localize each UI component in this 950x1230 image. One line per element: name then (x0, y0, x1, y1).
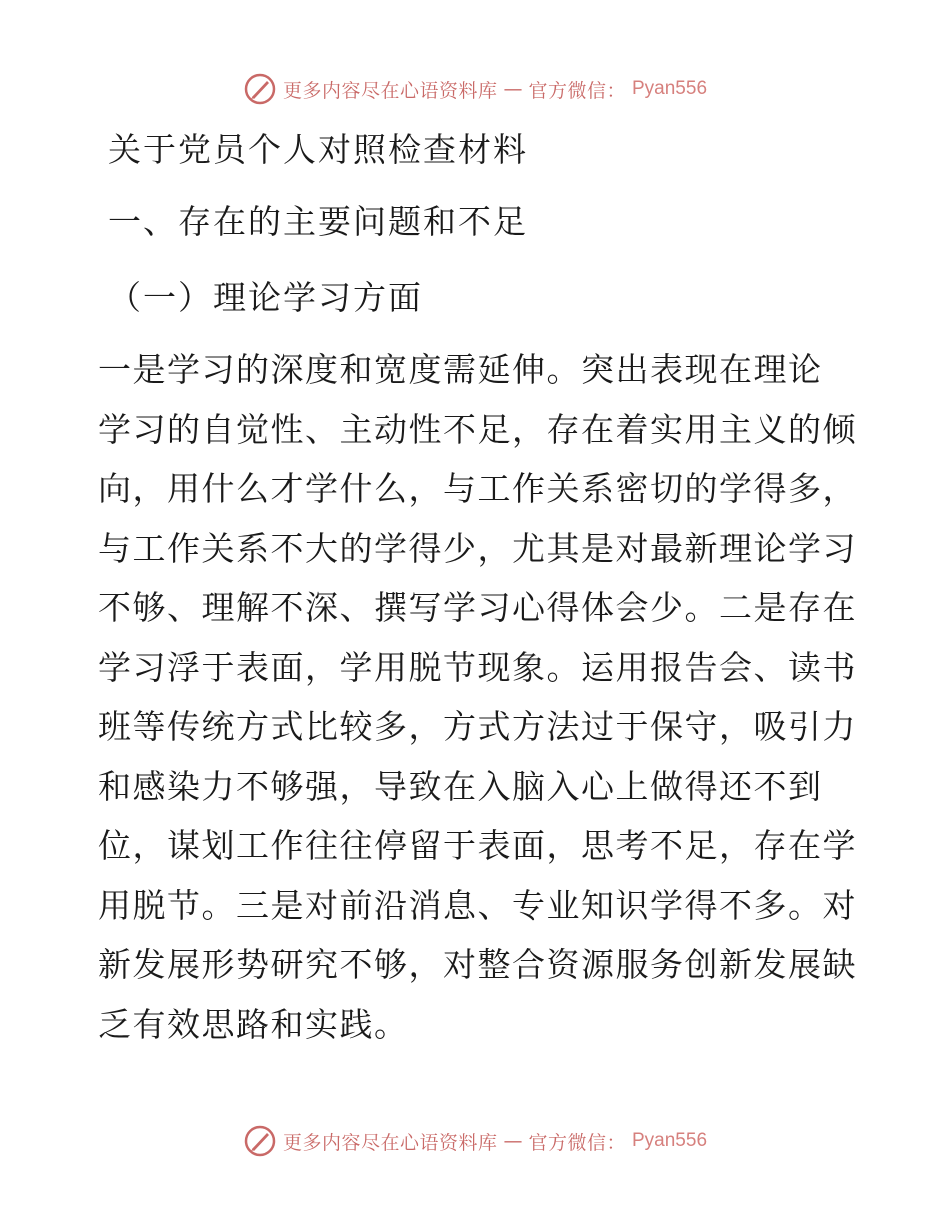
watermark-text: 更多内容尽在心语资料库 (282, 1131, 498, 1154)
body-line: 新发展形势研究不够，对整合资源服务创新发展缺 (98, 945, 857, 984)
watermark-footer (0, 1124, 950, 1158)
watermark-account: Pyan556 (632, 78, 708, 99)
document-title: 关于党员个人对照检查材料 (108, 130, 528, 169)
sub-heading: （一）理论学习方面 (108, 278, 423, 317)
watermark-separator: — (503, 78, 523, 100)
watermark-account: Pyan556 (632, 1130, 708, 1151)
body-line: 和感染力不够强，导致在入脑入心上做得还不到 (98, 766, 823, 806)
watermark-label: 官方微信： (528, 79, 626, 102)
quill-logo-icon (243, 1124, 277, 1158)
body-line: 位，谋划工作往往停留于表面，思考不足，存在学 (98, 826, 857, 865)
body-line: 班等传统方式比较多，方式方法过于保守，吸引力 (98, 707, 857, 746)
body-line: 不够、理解不深、撰写学习心得体会少。二是存在 (98, 588, 857, 627)
body-line: 学习浮于表面，学用脱节现象。运用报告会、读书 (98, 647, 857, 687)
watermark-text: 更多内容尽在心语资料库 (282, 79, 498, 102)
body-line: 与工作关系不大的学得少，尤其是对最新理论学习 (98, 528, 857, 568)
watermark-separator: — (503, 1130, 523, 1152)
watermark-label: 官方微信： (528, 1131, 626, 1154)
quill-logo-icon (243, 72, 277, 106)
section-heading: 一、存在的主要问题和不足 (108, 202, 528, 241)
body-line: 学习的自觉性、主动性不足，存在着实用主义的倾 (98, 409, 857, 449)
body-line: 一是学习的深度和宽度需延伸。突出表现在理论 (98, 350, 823, 389)
body-paragraph (98, 340, 858, 1054)
watermark-header (0, 72, 950, 106)
body-line: 乏有效思路和实践。 (98, 1004, 409, 1044)
body-line: 用脱节。三是对前沿消息、专业知识学得不多。对 (98, 885, 857, 925)
body-line: 向，用什么才学什么，与工作关系密切的学得多， (98, 469, 857, 508)
